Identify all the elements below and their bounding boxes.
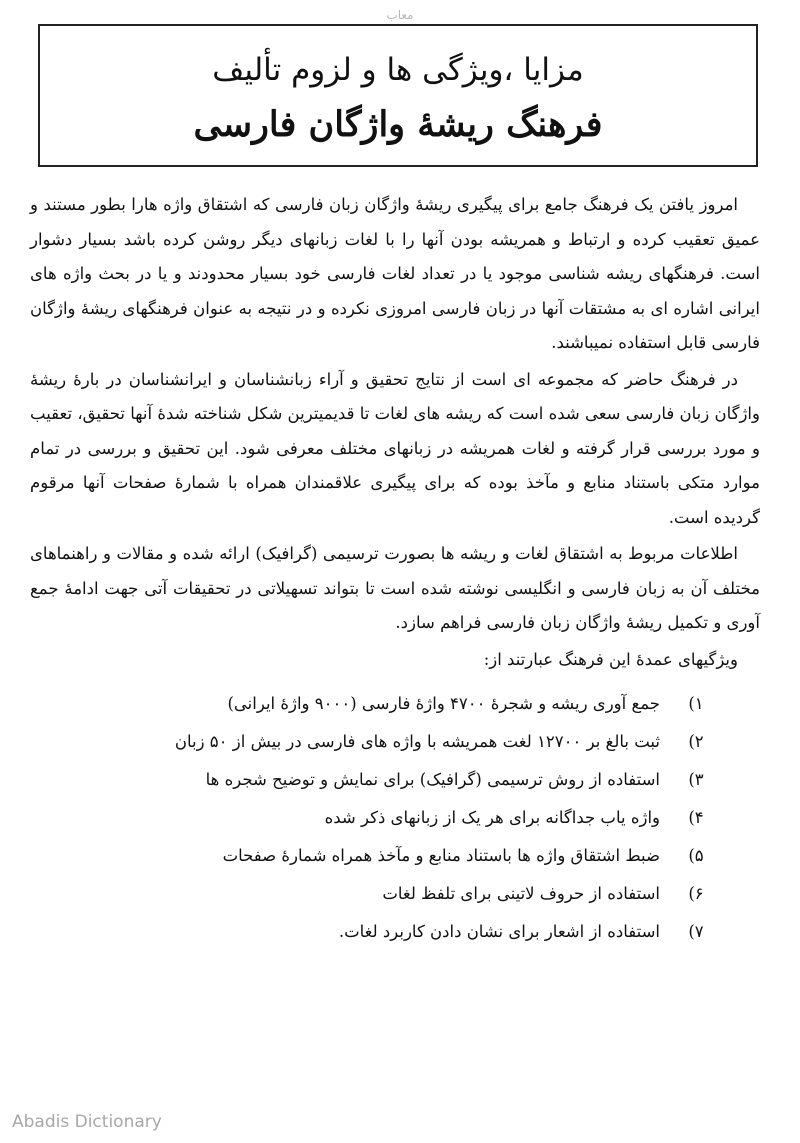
list-item-text: جمع آوری ریشه و شجرهٔ ۴۷۰۰ واژهٔ فارسی (۹۰۰۰ واژهٔ ایرانی) xyxy=(227,694,660,713)
list-item xyxy=(30,875,760,913)
list-item-number: ۳) xyxy=(688,770,704,789)
paragraph-1: امروز یافتن یک فرهنگ جامع برای پیگیری ریشهٔ واژگان زبان فارسی که اشتقاق واژه هارا بطور مستند و عمیق تعقیب کرده و ارتباط و همریشه بودن آنها را با لغات زبانهای دیگر روشن کرده باشد بسیار دشوار است. فرهنگهای ریشه شناسی موجود یا در تعداد لغات فارسی خود بسیار محدودند و یا در بحث واژه های ایرانی اشاره ای به مشتقات آنها در زبان فارسی امروزی نکرده و در نتیجه به عنوان فرهنگهای ریشهٔ واژگان فارسی قابل استفاده نمیباشند. xyxy=(30,195,760,352)
features-list xyxy=(30,685,760,951)
list-item xyxy=(30,723,760,761)
list-item-text: استفاده از اشعار برای نشان دادن کاربرد لغات. xyxy=(338,922,660,941)
features-intro: ویژگیهای عمدهٔ این فرهنگ عبارتند از: xyxy=(483,649,738,669)
list-item-text: ثبت بالغ بر ۱۲۷۰۰ لغت همریشه با واژه های فارسی در بیش از ۵۰ زبان xyxy=(174,732,660,751)
list-item-text: استفاده از روش ترسیمی (گرافیک) برای نمایش و توضیح شجره ها xyxy=(205,770,660,789)
list-item xyxy=(30,761,760,799)
list-item-number: ۶) xyxy=(688,884,704,903)
list-item-number: ۴) xyxy=(688,808,704,827)
paragraph-2: در فرهنگ حاضر که مجموعه ای است از نتایج تحقیق و آراء زبانشناسان و ایرانشناسان در بارهٔ ریشهٔ واژگان زبان فارسی سعی شده است که ریشه های لغات تا قدیمیترین شکل شناخته شدهٔ آنها تحقیق، تعقیب و مورد بررسی قرار گرفته و لغات همریشه در زبانهای مختلف معرفی شود. این تحقیق و بررسی در تمام موارد متکی باستناد منابع و مآخذ بوده که برای پیگیری علاقمندان همراه با شمارهٔ صفحات آنها مرقوم گردیده است. xyxy=(30,369,760,527)
list-item-text: واژه یاب جداگانه برای هر یک از زبانهای ذکر شده xyxy=(324,808,660,827)
title-line-1: مزایا ،ویژگی ها و لزوم تألیف xyxy=(212,52,584,88)
list-item-number: ۱) xyxy=(688,694,704,713)
list-item-text: ضبط اشتقاق واژه ها باستناد منابع و مآخذ همراه شمارهٔ صفحات xyxy=(222,846,660,865)
list-item xyxy=(30,837,760,875)
paragraph-3: اطلاعات مربوط به اشتقاق لغات و ریشه ها بصورت ترسیمی (گرافیک) ارائه شده و مقالات و راهنماهای مختلف آن به زبان فارسی و انگلیسی نوشته شده است تا بتواند تسهیلاتی در تحقیقات آتی جهت ادامهٔ جمع آوری و تکمیل ریشهٔ واژگان زبان فارسی فراهم سازد. xyxy=(30,544,760,632)
title-box xyxy=(38,24,758,167)
document-body xyxy=(30,188,760,951)
bottom-watermark: Abadis Dictionary xyxy=(12,1112,162,1132)
list-item xyxy=(30,685,760,723)
list-item-number: ۵) xyxy=(688,846,704,865)
list-item-number: ۷) xyxy=(688,922,704,941)
title-line-2: فرهنگ ریشهٔ واژگان فارسی xyxy=(193,104,603,145)
top-watermark: معاب xyxy=(386,8,414,22)
list-item xyxy=(30,913,760,951)
list-item-number: ۲) xyxy=(688,732,704,751)
list-item-text: استفاده از حروف لاتینی برای تلفظ لغات xyxy=(382,884,660,903)
list-item xyxy=(30,799,760,837)
